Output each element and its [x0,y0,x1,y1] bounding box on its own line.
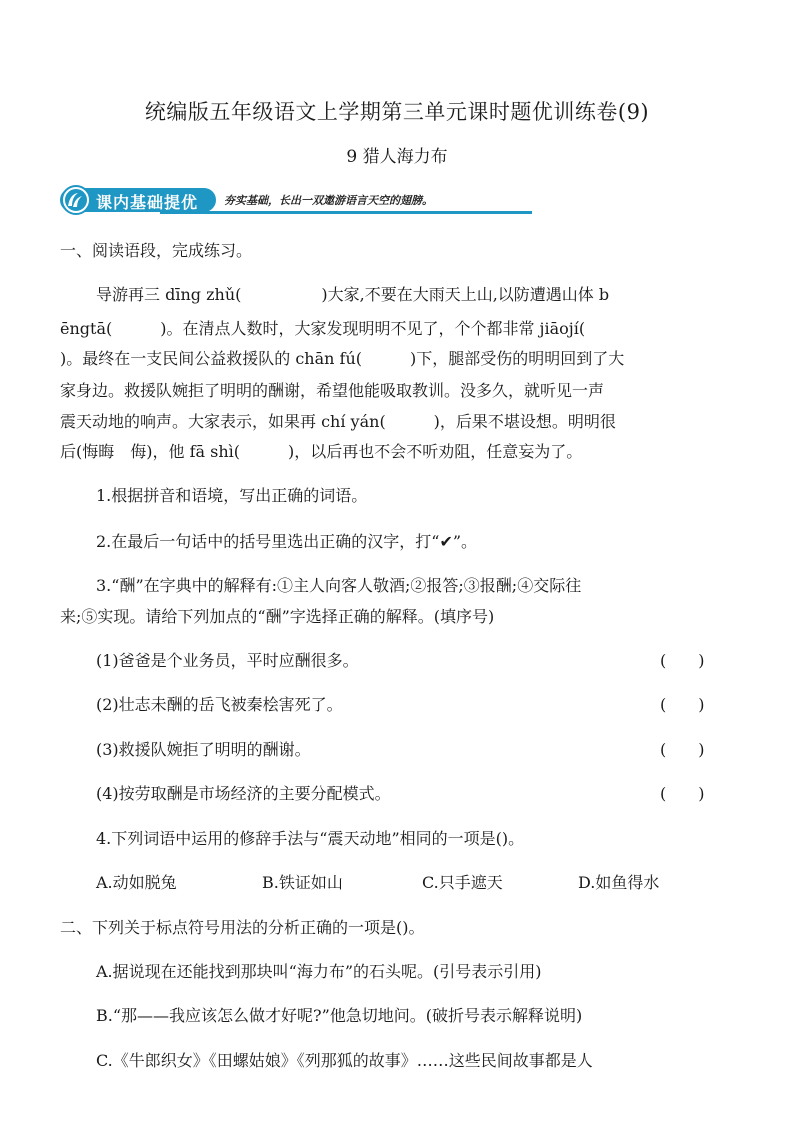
section2-option-b[interactable]: B.“那——我应该怎么做才好呢?”他急切地问。(破折号表示解释说明) [96,1006,583,1025]
swirl-logo-icon [60,184,92,216]
section2-heading: 二、下列关于标点符号用法的分析正确的一项是()。 [60,918,425,937]
q4-option-c[interactable]: C.只手遮天 [422,873,503,892]
passage-line: 家身边。救援队婉拒了明明的酬谢，希望他能吸取教训。没多久，就听见一声 [60,381,605,400]
answer-blank[interactable]: ( ) [660,784,705,803]
question-4: 4.下列词语中运用的修辞手法与“震天动地”相同的一项是()。 [96,829,525,848]
question-2: 2.在最后一句话中的括号里选出正确的汉字，打“✔”。 [96,532,478,551]
lesson-subtitle: 9 猎人海力布 [346,147,448,167]
q3-item: (3)救援队婉拒了明明的酬谢。 [96,740,311,759]
banner-label: 课内基础提优 [96,193,199,212]
passage-line: 震天动地的响声。大家表示，如果再 chí yán( )，后果不堪设想。明明很 [60,412,616,431]
passage-line: 后(悔晦 侮)，他 fā shì( )，以后再也不会不听劝阻，任意妄为了。 [60,442,583,461]
section-banner [60,184,470,218]
q4-option-d[interactable]: D.如鱼得水 [578,873,660,892]
section1-heading: 一、阅读语段，完成练习。 [60,241,253,260]
q3-item: (4)按劳取酬是市场经济的主要分配模式。 [96,784,391,803]
banner-slogan: 夯实基础，长出一双遨游语言天空的翅膀。 [224,194,433,207]
question-3-line2: 来;⑤实现。请给下列加点的“酬”字选择正确的解释。(填序号) [60,607,495,626]
q4-option-a[interactable]: A.动如脱兔 [96,873,177,892]
question-1: 1.根据拼音和语境，写出正确的词语。 [96,486,368,505]
question-3-line1: 3.“酬”在字典中的解释有:①主人向客人敬酒;②报答;③报酬;④交际往 [96,576,582,595]
banner-underline [160,211,532,214]
answer-blank[interactable]: ( ) [660,651,705,670]
answer-blank[interactable]: ( ) [660,695,705,714]
passage-line: )。最终在一支民间公益救援队的 chān fú( )下，腿部受伤的明明回到了大 [60,349,625,368]
page-title: 统编版五年级语文上学期第三单元课时题优训练卷(9) [144,100,650,124]
q3-item: (2)壮志未酬的岳飞被秦桧害死了。 [96,695,343,714]
section2-option-c[interactable]: C.《牛郎织女》《田螺姑娘》《列那狐的故事》……这些民间故事都是人 [96,1051,593,1070]
answer-blank[interactable]: ( ) [660,740,705,759]
passage-line: 导游再三 dīng zhǔ( )大家,不要在大雨天上山,以防遭遇山体 b [96,285,610,304]
passage-line: ēngtā( )。在清点人数时，大家发现明明不见了，个个都非常 jiāojí( [60,319,586,338]
section2-option-a[interactable]: A.据说现在还能找到那块叫“海力布”的石头呢。(引号表示引用) [96,962,542,981]
q4-option-b[interactable]: B.铁证如山 [262,873,343,892]
q3-item: (1)爸爸是个业务员，平时应酬很多。 [96,651,359,670]
